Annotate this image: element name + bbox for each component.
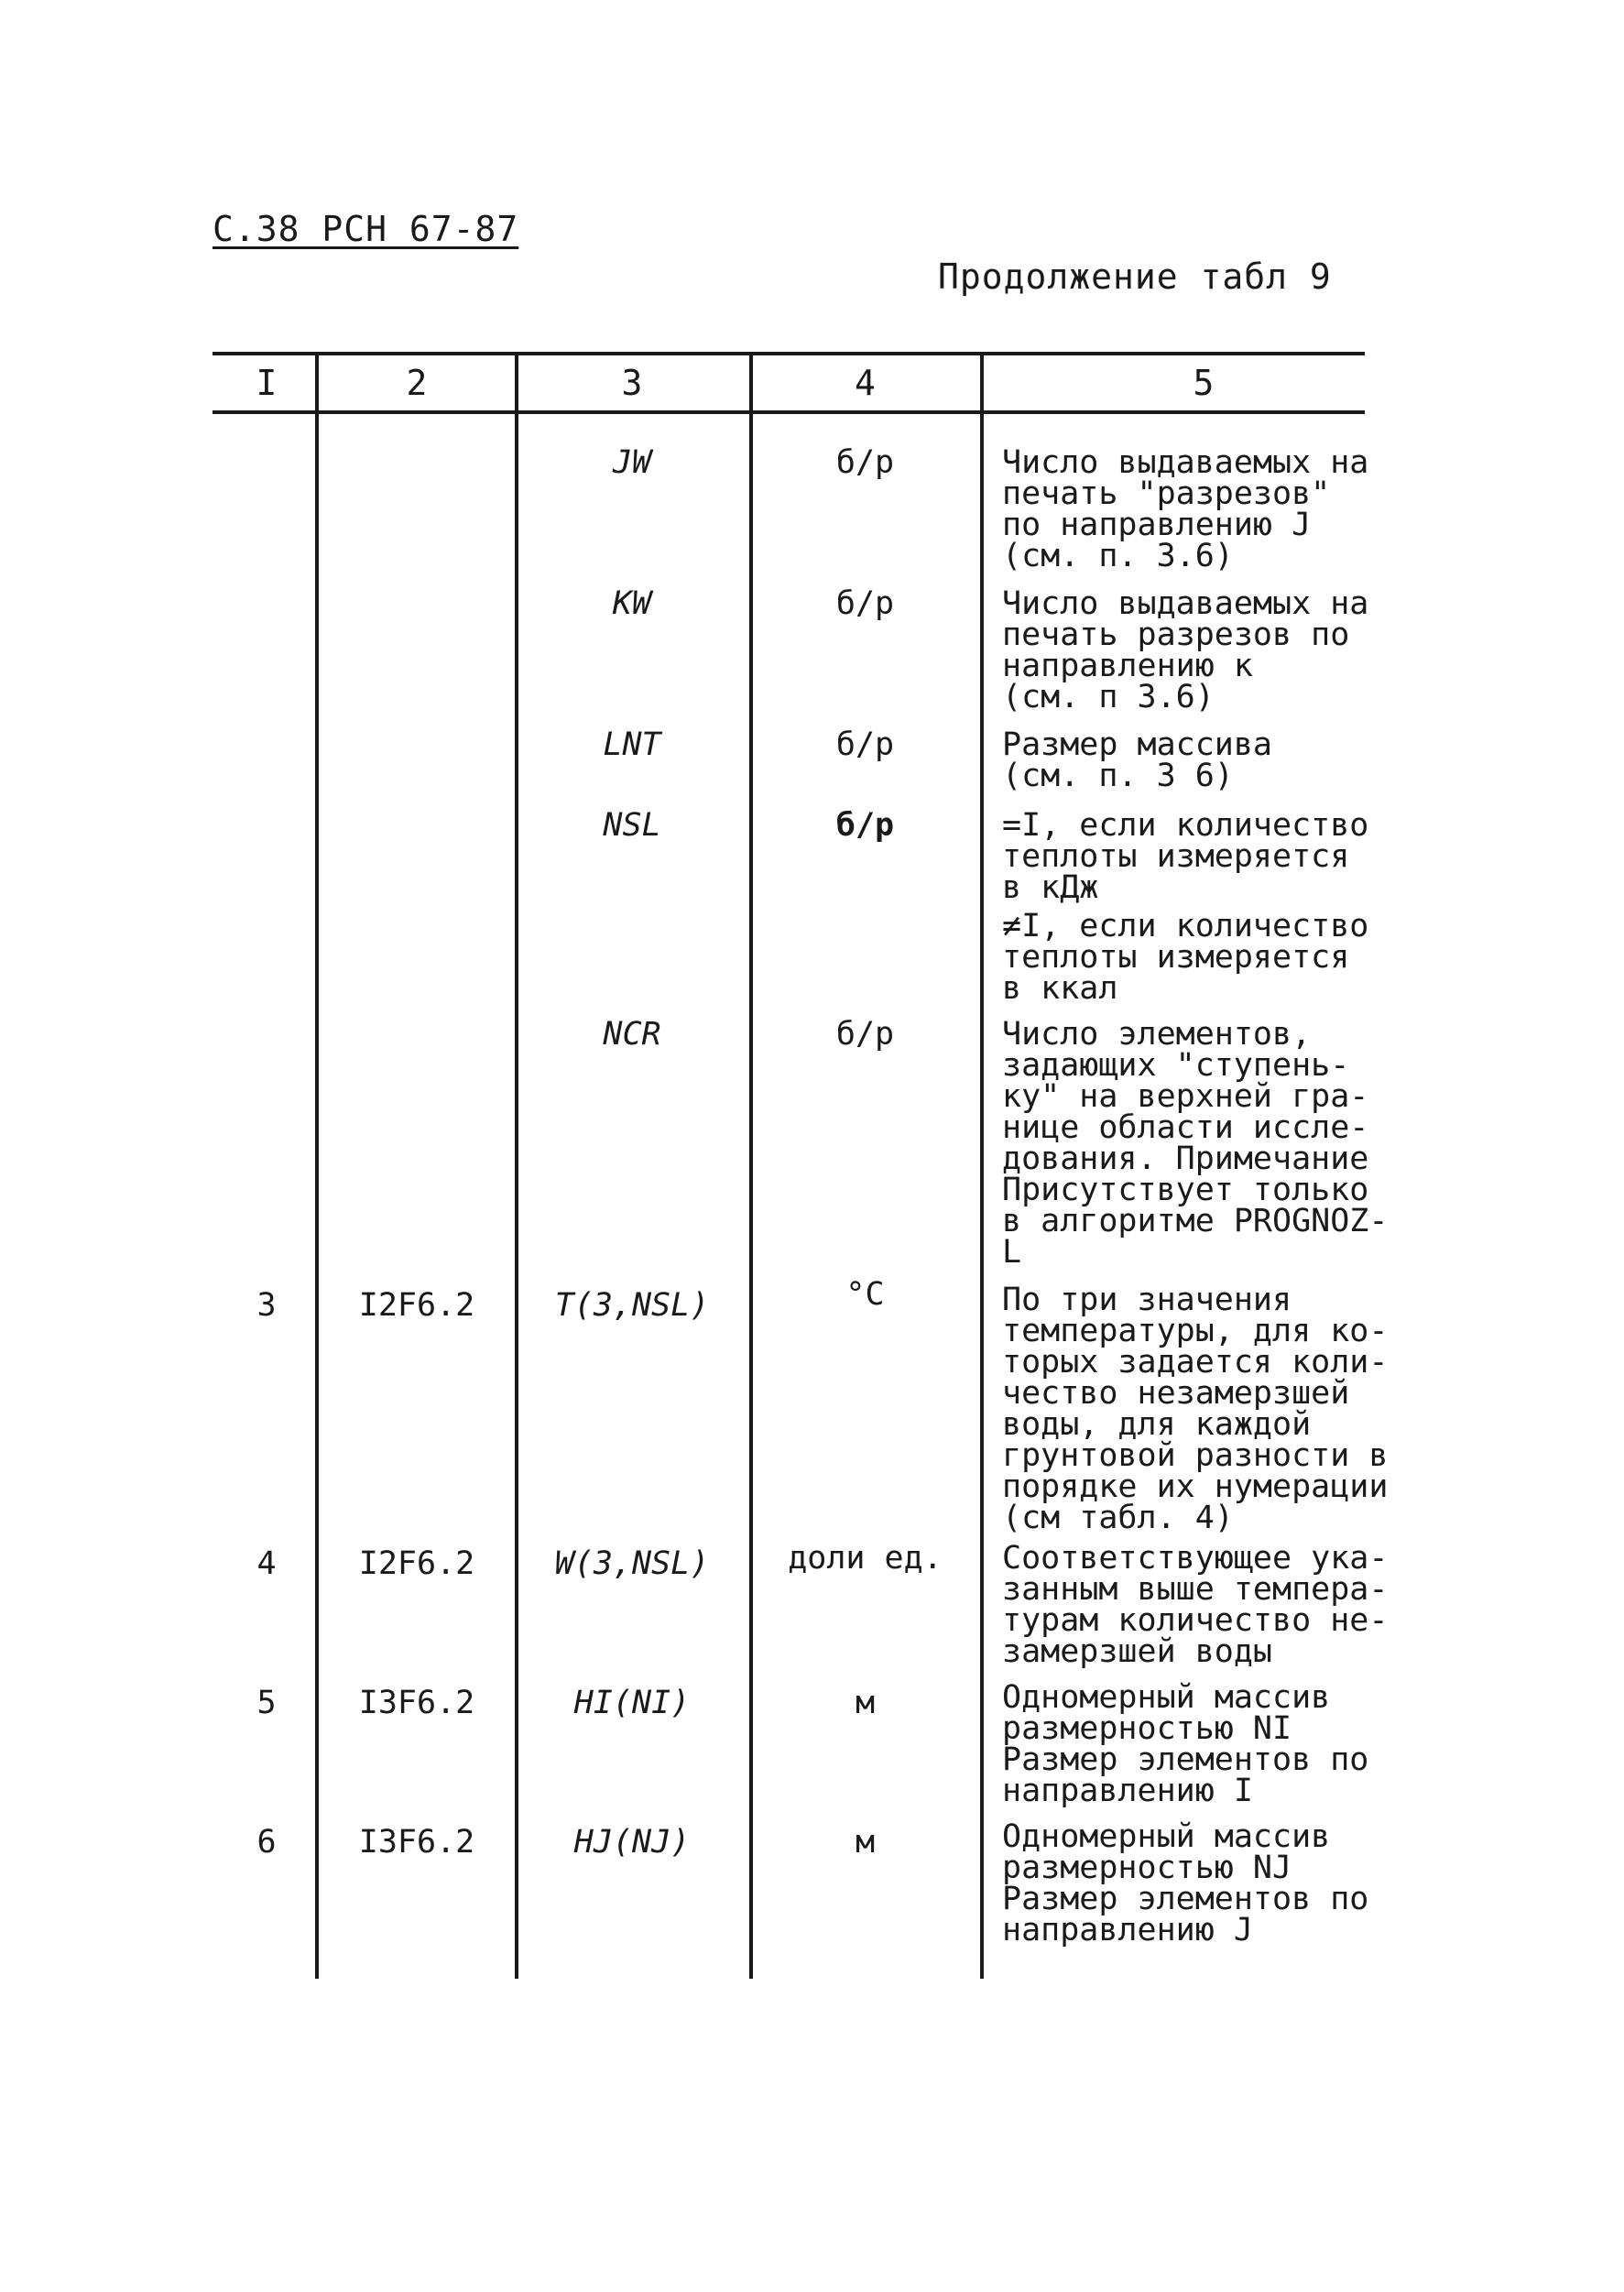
param-unit: б/р (835, 807, 895, 844)
table-header-rule (213, 410, 1365, 414)
param-unit: б/р (835, 585, 895, 622)
row-number: 6 (256, 1824, 277, 1861)
param-description: Число выдаваемых на печать "разрезов" по направлению J (см. п. 3.6) (1002, 444, 1369, 574)
table-continuation-label: Продолжение табл 9 (938, 256, 1332, 297)
param-unit: б/р (835, 1016, 895, 1053)
column-header-3: 3 (621, 363, 643, 403)
param-name: LNT (603, 726, 661, 763)
param-name: NCR (603, 1016, 661, 1053)
param-description: Число выдаваемых на печать разрезов по направлению к (см. п 3.6) (1002, 585, 1369, 715)
column-header-1: I (256, 363, 278, 403)
param-name: NSL (603, 807, 661, 844)
column-divider-4 (980, 354, 984, 1979)
param-unit: б/р (835, 444, 895, 481)
param-unit: б/р (835, 726, 895, 763)
row-number: 3 (256, 1287, 277, 1324)
param-name: HI(NI) (573, 1685, 691, 1721)
param-unit: °С (845, 1276, 885, 1313)
param-description: Соответствующее ука- занным выше темпера- турам количество не- замерзшей воды (1002, 1540, 1389, 1670)
param-description: Размер массива (см. п. 3 6) (1002, 726, 1273, 794)
row-number: 4 (256, 1545, 277, 1582)
param-description: =I, если количество теплоты измеряется в кДж (1002, 807, 1369, 906)
input-format: I3F6.2 (358, 1824, 475, 1861)
param-unit: доли ед. (788, 1540, 943, 1577)
param-unit: м (855, 1824, 876, 1861)
param-description: ≠I, если количество теплоты измеряется в ккал (1002, 908, 1369, 1007)
param-name: T(3,NSL) (554, 1287, 710, 1324)
param-name: KW (612, 585, 652, 622)
param-description: Одномерный массив размерностью NJ Размер элементов по направлению J (1002, 1818, 1369, 1948)
input-format: I2F6.2 (358, 1545, 475, 1582)
column-header-5: 5 (1193, 363, 1215, 403)
document-code: С.38 РСН 67-87 (213, 209, 519, 249)
input-format: I2F6.2 (358, 1287, 475, 1324)
param-name: JW (612, 444, 652, 481)
param-name: HJ(NJ) (573, 1824, 691, 1861)
input-format: I3F6.2 (358, 1685, 475, 1721)
param-unit: м (855, 1685, 876, 1721)
row-number: 5 (256, 1685, 277, 1721)
table-top-rule (213, 352, 1365, 355)
param-name: W(3,NSL) (554, 1545, 710, 1582)
column-header-2: 2 (406, 363, 428, 403)
param-description: По три значения температуры, для ко- торых задается коли- чество незамерзшей воды, для каждой грунтовой разности в порядке их нумерации (см табл. 4) (1002, 1282, 1389, 1536)
param-description: Одномерный массив размерностью NI Размер элементов по направлению I (1002, 1679, 1369, 1809)
column-divider-1 (315, 354, 319, 1979)
column-header-4: 4 (855, 363, 876, 403)
param-description: Число элементов, задающих "ступень- ку" на верхней гра- нице области иссле- дования. Примечание Присутствует только в алгоритме PROGNOZ-L (1002, 1016, 1389, 1271)
